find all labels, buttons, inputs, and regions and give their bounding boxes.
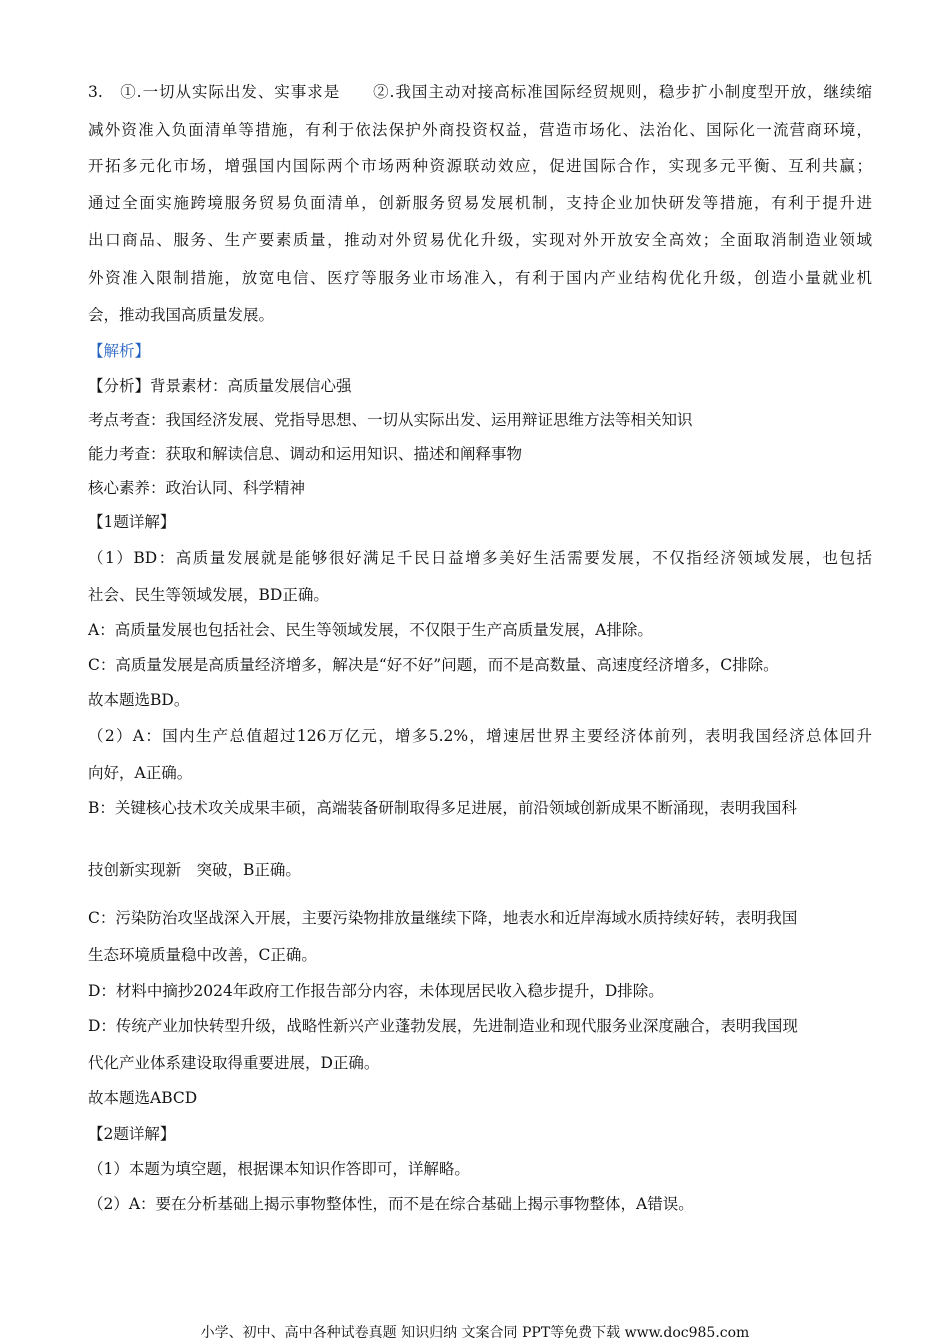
detail-line: D：材料中摘抄2024年政府工作报告部分内容，未体现居民收入稳步提升，D排除。 [88,982,664,1000]
jiexi-heading: 【解析】 [88,342,151,360]
detail-line: 社会、民生等领域发展，BD正确。 [88,586,329,604]
detail-line: （1）本题为填空题，根据课本知识作答即可，详解略。 [88,1160,470,1178]
q3-line: 外资准入限制措施，放宽电信、医疗等服务业市场准入，有利于国内产业结构优化升级，创造小量就业机 [88,269,872,287]
detail-line: （2）A：国内生产总值超过126万亿元，增多5.2%，增速居世界主要经济体前列，表明我国经济总体回升 [88,727,872,745]
detail-line: A：高质量发展也包括社会、民生等领域发展，不仅限于生产高质量发展，A排除。 [88,621,653,639]
detail-line: 故本题选BD。 [88,691,190,709]
q3-line: 出口商品、服务、生产要素质量，推动对外贸易优化升级，实现对外开放安全高效；全面取消制造业领域 [88,231,872,249]
detail-line: C：高质量发展是高质量经济增多，解决是“好不好”问题，而不是高数量、高速度经济增多，C排除。 [88,656,779,674]
q3-line: 3. ①.一切从实际出发、实事求是 ②.我国主动对接高标准国际经贸规则，稳步扩小制度型开放，继续缩 [88,83,872,101]
analysis-line: 能力考查：获取和解读信息、调动和运用知识、描述和阐释事物 [88,445,523,463]
analysis-line: 【分析】背景素材：高质量发展信心强 [88,377,352,395]
analysis-line: 考点考查：我国经济发展、党指导思想、一切从实际出发、运用辩证思维方法等相关知识 [88,411,693,429]
detail-line: （1）BD：高质量发展就是能够很好满足千民日益增多美好生活需要发展，不仅指经济领域发展，也包括 [88,549,872,567]
detail-2-heading: 【2题详解】 [88,1125,176,1143]
detail-line: 技创新实现新 突破，B正确。 [88,861,301,879]
detail-line: C：污染防治攻坚战深入开展，主要污染物排放量继续下降，地表水和近岸海域水质持续好转，表明我国 [88,909,798,927]
detail-line: 故本题选ABCD [88,1089,198,1107]
detail-line: B：关键核心技术攻关成果丰硕，高端装备研制取得多足进展，前沿领域创新成果不断涌现，表明我国科 [88,799,797,817]
page-footer: 小学、初中、高中各种试卷真题 知识归纳 文案合同 PPT等免费下载 www.doc985.com [200,1325,750,1341]
detail-line: 生态环境质量稳中改善，C正确。 [88,946,317,964]
detail-1-heading: 【1题详解】 [88,513,176,531]
q3-line: 减外资准入负面清单等措施，有利于依法保护外商投资权益，营造市场化、法治化、国际化一流营商环境， [88,121,872,139]
detail-line: D：传统产业加快转型升级，战略性新兴产业蓬勃发展，先进制造业和现代服务业深度融合，表明我国现 [88,1017,798,1035]
q3-line: 通过全面实施跨境服务贸易负面清单，创新服务贸易发展机制，支持企业加快研发等措施，有利于提升进 [88,194,872,212]
detail-line: （2）A：要在分析基础上揭示事物整体性，而不是在综合基础上揭示事物整体，A错误。 [88,1195,694,1213]
detail-line: 代化产业体系建设取得重要进展，D正确。 [88,1054,380,1072]
analysis-line: 核心素养：政治认同、科学精神 [88,479,306,497]
q3-line: 开拓多元化市场，增强国内国际两个市场两种资源联动效应，促进国际合作，实现多元平衡、互利共赢； [88,157,872,175]
q3-line: 会，推动我国高质量发展。 [88,306,275,324]
detail-line: 向好，A正确。 [88,764,193,782]
